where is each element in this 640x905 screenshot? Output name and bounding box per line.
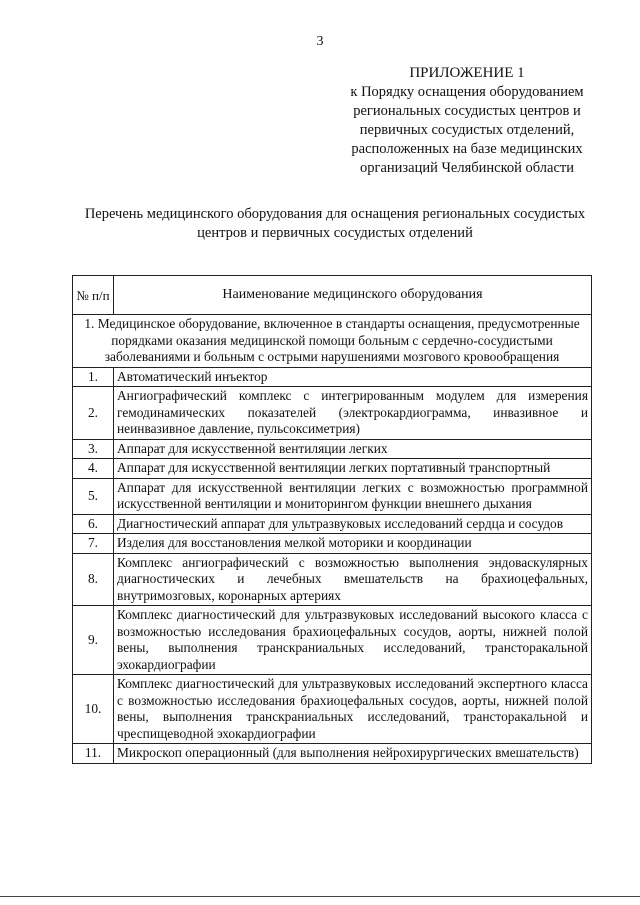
row-number: 11.: [73, 744, 114, 764]
row-name: Автоматический инъектор: [114, 367, 592, 387]
row-number: 5.: [73, 478, 114, 514]
table-row: [73, 553, 592, 606]
header-name: Наименование медицинского оборудования: [114, 276, 592, 315]
appendix-heading: ПРИЛОЖЕНИЕ 1: [409, 65, 525, 81]
table-row: [73, 439, 592, 459]
document-title: Перечень медицинского оборудования для оснащения региональных сосудистых центров и первичных сосудистых отделений: [84, 206, 586, 241]
equipment-table: [72, 275, 592, 764]
table-row: [73, 514, 592, 534]
row-number: 3.: [73, 439, 114, 459]
row-number: 1.: [73, 367, 114, 387]
row-number: 2.: [73, 387, 114, 440]
row-number: 7.: [73, 534, 114, 554]
row-number: 10.: [73, 675, 114, 744]
table-header-row: [73, 276, 592, 315]
table-row: [73, 367, 592, 387]
row-number: 8.: [73, 553, 114, 606]
table-row: [73, 744, 592, 764]
row-name: Комплекс диагностический для ультразвуковых исследований высокого класса с возможностью исследования брахиоцефальных сосудов, аорты, нижней полой вены, выполнения транскраниальных исследований, трансторакальной эхокардиографии: [114, 606, 592, 675]
row-name: Изделия для восстановления мелкой моторики и координации: [114, 534, 592, 554]
row-name: Диагностический аппарат для ультразвуковых исследований сердца и сосудов: [114, 514, 592, 534]
appendix-subtitle: к Порядку оснащения оборудованием региональных сосудистых центров и первичных сосудистых отделений, расположенных на базе медицинских организаций Челябинской области: [350, 84, 584, 176]
appendix-block: [322, 64, 612, 178]
table-row: [73, 478, 592, 514]
row-number: 4.: [73, 459, 114, 479]
row-number: 9.: [73, 606, 114, 675]
row-name: Микроскоп операционный (для выполнения нейрохирургических вмешательств): [114, 744, 592, 764]
row-name: Аппарат для искусственной вентиляции легких с возможностью программной искусственной вентиляции и мониторингом функции внешнего дыхания: [114, 478, 592, 514]
section-title: 1. Медицинское оборудование, включенное в стандарты оснащения, предусмотренные порядками оказания медицинской помощи больным с сердечно-сосудистыми заболеваниями и больным с острыми нарушениями мозгового кровообращения: [73, 315, 592, 368]
row-name: Аппарат для искусственной вентиляции легких портативный транспортный: [114, 459, 592, 479]
table-row: [73, 675, 592, 744]
row-name: Аппарат для искусственной вентиляции легких: [114, 439, 592, 459]
table-row: [73, 387, 592, 440]
page-number: 3: [316, 34, 324, 49]
table-row: [73, 534, 592, 554]
header-number: № п/п: [73, 276, 114, 315]
row-number: 6.: [73, 514, 114, 534]
row-name: Комплекс диагностический для ультразвуковых исследований экспертного класса с возможностью исследования брахиоцефальных сосудов, аорты, нижней полой вены, выполнения транскраниальных исследований, трансторакальной и чреспищеводной эхокардиографии: [114, 675, 592, 744]
page-bottom-rule: [0, 896, 640, 897]
row-name: Комплекс ангиографический с возможностью выполнения эндоваскулярных диагностических и лечебных вмешательств на брахиоцефальных, внутримозговых, коронарных артериях: [114, 553, 592, 606]
row-name: Ангиографический комплекс с интегрированным модулем для измерения гемодинамических показателей (электрокардиограмма, инвазивное и неинвазивное давление, пульсоксиметрия): [114, 387, 592, 440]
section-row: [73, 315, 592, 368]
table-row: [73, 606, 592, 675]
table-row: [73, 459, 592, 479]
